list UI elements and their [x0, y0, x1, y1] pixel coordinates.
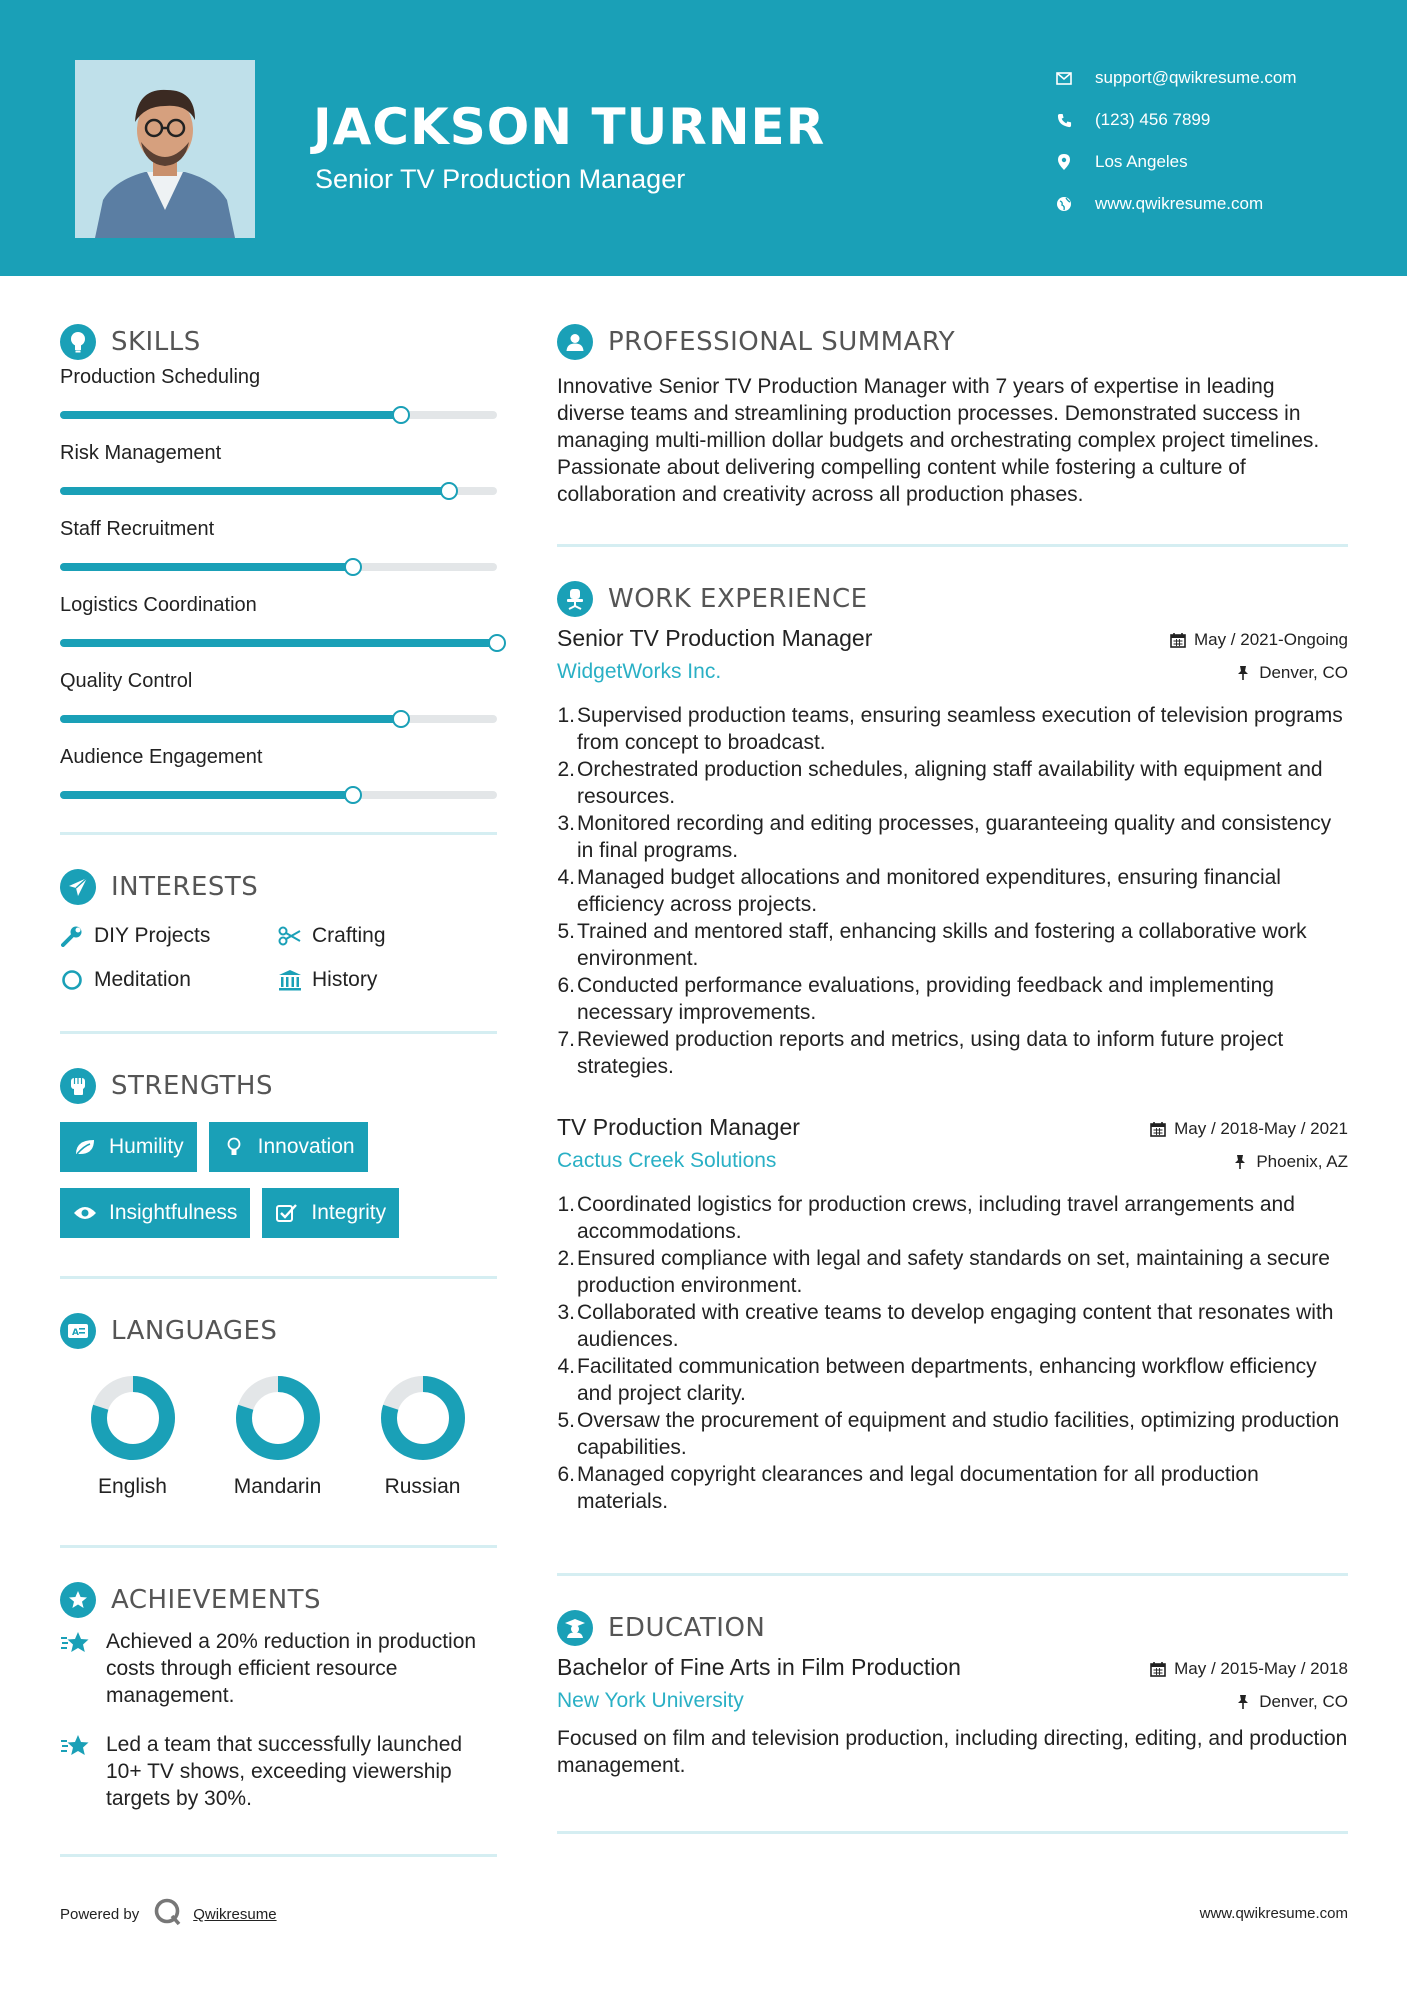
language-icon: [60, 1313, 96, 1349]
education-heading: [557, 1604, 1348, 1652]
job-location: [1169, 656, 1348, 689]
office-chair-icon: [557, 581, 593, 617]
skill-progress-knob: [344, 786, 362, 804]
strengths-heading: [60, 1062, 497, 1110]
strength-label: Humility: [109, 1135, 184, 1158]
education-description: Focused on film and television production, including directing, editing, and production management.: [557, 1727, 1348, 1777]
job-dates: [1169, 623, 1348, 656]
strength-chip: [60, 1122, 197, 1172]
job-dates: [1149, 1112, 1348, 1145]
scissors-icon: [278, 924, 302, 948]
list-number: 1.: [557, 704, 575, 727]
wrench-icon: [60, 924, 84, 948]
calendar-icon: [1149, 1120, 1167, 1138]
responsibility-item: [557, 1461, 1348, 1515]
job-title: TV Production Manager: [557, 1114, 800, 1140]
job-location-text: Phoenix, AZ: [1256, 1151, 1348, 1171]
summary-heading: [557, 318, 1348, 366]
skill-progress-bar: [60, 487, 497, 495]
interest-item: [278, 921, 497, 951]
list-number: 2.: [557, 1247, 575, 1270]
responsibility-text: Managed budget allocations and monitored expenditures, ensuring financial efficiency across projects.: [577, 866, 1281, 916]
job-responsibilities: [557, 702, 1348, 1080]
calendar-icon: [1169, 631, 1187, 649]
responsibility-text: Orchestrated production schedules, aligning staff availability with equipment and resources.: [577, 758, 1323, 808]
job-entry: [557, 625, 1348, 1080]
contact-phone[interactable]: [1053, 99, 1297, 141]
candidate-title: Senior TV Production Manager: [315, 164, 686, 194]
responsibility-item: [557, 1299, 1348, 1353]
resume-header: [0, 0, 1407, 276]
job-location: [1149, 1145, 1348, 1178]
brand-link[interactable]: Qwikresume: [193, 1906, 277, 1923]
responsibility-item: [557, 1026, 1348, 1080]
jobs-list: [557, 625, 1348, 1515]
graduate-icon: [557, 1610, 593, 1646]
languages-list: [60, 1373, 497, 1499]
eye-icon: [73, 1201, 97, 1225]
skill-label: Production Scheduling: [60, 366, 261, 388]
strength-label: Insightfulness: [109, 1201, 238, 1224]
language-label: English: [98, 1475, 167, 1498]
skill-label: Audience Engagement: [60, 746, 263, 768]
responsibility-text: Supervised production teams, ensuring seamless execution of television programs from concept to broadcast.: [577, 704, 1343, 754]
responsibility-text: Ensured compliance with legal and safety standards on set, maintaining a secure production environment.: [577, 1247, 1330, 1297]
skill-progress-bar: [60, 791, 497, 799]
achievement-item: [60, 1628, 497, 1709]
globe-icon: [1053, 193, 1075, 215]
list-number: 5.: [557, 1409, 575, 1432]
job-entry: [557, 1114, 1348, 1515]
pushpin-icon: [1234, 1693, 1252, 1711]
skills-title: SKILLS: [111, 327, 201, 357]
skill-item: [60, 360, 497, 436]
list-number: 3.: [557, 812, 575, 835]
interest-item: [60, 921, 278, 951]
contact-location: [1053, 141, 1297, 183]
education-location-text: Denver, CO: [1259, 1691, 1348, 1711]
list-number: 7.: [557, 1028, 575, 1051]
responsibility-text: Coordinated logistics for production crews, including travel arrangements and accommodations.: [577, 1193, 1295, 1243]
list-number: 6.: [557, 974, 575, 997]
responsibility-item: [557, 810, 1348, 864]
responsibility-text: Managed copyright clearances and legal documentation for all production materials.: [577, 1463, 1259, 1513]
job-company: Cactus Creek Solutions: [557, 1149, 777, 1172]
job-location-text: Denver, CO: [1259, 662, 1348, 682]
responsibility-text: Reviewed production reports and metrics, using data to inform future project strategies.: [577, 1028, 1284, 1078]
skill-item: [60, 512, 497, 588]
list-number: 2.: [557, 758, 575, 781]
education-location: [1149, 1685, 1348, 1718]
job-company: WidgetWorks Inc.: [557, 660, 722, 683]
divider: [557, 1831, 1348, 1834]
responsibility-text: Monitored recording and editing processes, guaranteeing quality and consistency in final programs.: [577, 812, 1332, 862]
map-marker-icon: [1053, 151, 1075, 173]
education-dates: [1149, 1652, 1348, 1685]
list-number: 5.: [557, 920, 575, 943]
achievement-item: [60, 1731, 497, 1812]
skill-item: [60, 664, 497, 740]
divider: [60, 1031, 497, 1034]
summary-title: PROFESSIONAL SUMMARY: [608, 327, 956, 357]
right-column: [557, 318, 1348, 1834]
lightbulb-icon: [60, 324, 96, 360]
responsibility-item: [557, 972, 1348, 1026]
achievements-heading: [60, 1576, 497, 1624]
skill-progress-fill: [60, 563, 353, 571]
experience-title: WORK EXPERIENCE: [608, 584, 868, 614]
star-icon: [60, 1731, 94, 1812]
language-donut: [233, 1373, 323, 1463]
experience-heading: [557, 575, 1348, 623]
strength-chip: [60, 1188, 250, 1238]
list-number: 1.: [557, 1193, 575, 1216]
language-label: Russian: [384, 1475, 461, 1498]
education-dates-text: May / 2015-May / 2018: [1174, 1658, 1348, 1678]
star-icon: [60, 1628, 94, 1709]
contact-website[interactable]: [1053, 183, 1297, 225]
skills-list: [60, 360, 497, 816]
list-number: 4.: [557, 866, 575, 889]
responsibility-text: Facilitated communication between departments, enhancing workflow efficiency and project clarity.: [577, 1355, 1317, 1405]
responsibility-item: [557, 1245, 1348, 1299]
education-title: EDUCATION: [608, 1613, 766, 1643]
contact-email[interactable]: [1053, 57, 1297, 99]
responsibility-item: [557, 864, 1348, 918]
museum-icon: [278, 968, 302, 992]
skill-label: Logistics Coordination: [60, 594, 257, 616]
check-square-icon: [275, 1201, 299, 1225]
interests-title: INTERESTS: [111, 872, 259, 902]
skill-label: Staff Recruitment: [60, 518, 215, 540]
contact-email-text: support@qwikresume.com: [1095, 68, 1297, 87]
leaf-icon: [73, 1135, 97, 1159]
contact-list: [1053, 57, 1297, 225]
left-column: [60, 318, 497, 1857]
education-degree: Bachelor of Fine Arts in Film Production: [557, 1654, 961, 1680]
language-donut: [88, 1373, 178, 1463]
job-meta: [1169, 623, 1348, 689]
skill-item: [60, 588, 497, 664]
skill-progress-knob: [392, 406, 410, 424]
phone-icon: [1053, 109, 1075, 131]
language-item: [60, 1373, 205, 1499]
skill-progress-fill: [60, 639, 497, 647]
paper-plane-icon: [60, 869, 96, 905]
circle-icon: [60, 968, 84, 992]
list-number: 4.: [557, 1355, 575, 1378]
education-meta: [1149, 1652, 1348, 1718]
divider: [60, 1276, 497, 1279]
list-number: 3.: [557, 1301, 575, 1324]
skill-progress-knob: [344, 558, 362, 576]
star-badge-icon: [60, 1582, 96, 1618]
achievement-text: Achieved a 20% reduction in production costs through efficient resource management.: [106, 1630, 477, 1707]
responsibility-text: Oversaw the procurement of equipment and studio facilities, optimizing production capabilities.: [577, 1409, 1340, 1459]
skill-label: Risk Management: [60, 442, 222, 464]
fist-icon: [60, 1068, 96, 1104]
job-dates-text: May / 2021-Ongoing: [1193, 629, 1348, 649]
summary-text: Innovative Senior TV Production Manager with 7 years of expertise in leading diverse teams and streamlining production processes. Demonstrated success in managing multi-million dollar budgets and orchestrating complex project timelines. Passionate about delivering compelling content while fostering a culture of collaboration and creativity across all production phases.: [557, 375, 1320, 506]
responsibility-item: [557, 1191, 1348, 1245]
responsibility-text: Trained and mentored staff, enhancing skills and fostering a collaborative work environment.: [577, 920, 1307, 970]
job-title: Senior TV Production Manager: [557, 625, 873, 651]
contact-location-text: Los Angeles: [1095, 152, 1188, 171]
interest-label: Crafting: [312, 924, 386, 947]
interest-label: Meditation: [94, 968, 191, 991]
envelope-icon: [1053, 67, 1075, 89]
strengths-list: [60, 1122, 497, 1238]
skill-progress-bar: [60, 411, 497, 419]
person-portrait-icon: [75, 60, 255, 238]
responsibility-item: [557, 756, 1348, 810]
profile-photo: [75, 60, 255, 238]
job-responsibilities: [557, 1191, 1348, 1515]
responsibility-item: [557, 918, 1348, 972]
achievements-title: ACHIEVEMENTS: [111, 1585, 322, 1615]
interest-item: [60, 965, 278, 995]
languages-heading: [60, 1307, 497, 1355]
user-icon: [557, 324, 593, 360]
skill-progress-fill: [60, 411, 401, 419]
responsibility-item: [557, 702, 1348, 756]
language-item: [350, 1373, 495, 1499]
language-donut: [378, 1373, 468, 1463]
skill-item: [60, 436, 497, 512]
pushpin-icon: [1234, 664, 1252, 682]
interest-item: [278, 965, 497, 995]
pushpin-icon: [1231, 1153, 1249, 1171]
job-dates-text: May / 2018-May / 2021: [1174, 1118, 1348, 1138]
language-label: Mandarin: [233, 1475, 322, 1498]
interest-label: DIY Projects: [94, 924, 211, 947]
skill-progress-bar: [60, 563, 497, 571]
languages-title: LANGUAGES: [111, 1316, 278, 1346]
skill-progress-bar: [60, 639, 497, 647]
interests-heading: [60, 863, 497, 911]
language-item: [205, 1373, 350, 1499]
divider: [60, 1854, 497, 1857]
list-number: 6.: [557, 1463, 575, 1486]
skills-heading: [60, 318, 497, 366]
footer-branding: [60, 1897, 277, 1932]
skill-progress-fill: [60, 791, 353, 799]
divider: [557, 544, 1348, 547]
skill-item: [60, 740, 497, 816]
achievement-text: Led a team that successfully launched 10+ TV shows, exceeding viewership targets by 30%.: [106, 1733, 463, 1810]
lightbulb-icon: [222, 1135, 246, 1159]
responsibility-item: [557, 1353, 1348, 1407]
strength-chip: [209, 1122, 368, 1172]
contact-phone-text: (123) 456 7899: [1095, 110, 1211, 129]
job-meta: [1149, 1112, 1348, 1178]
divider: [60, 832, 497, 835]
skill-label: Quality Control: [60, 670, 193, 692]
skill-progress-bar: [60, 715, 497, 723]
divider: [557, 1573, 1348, 1576]
education-entry: [557, 1654, 1348, 1779]
qwikresume-logo-icon: [153, 1897, 183, 1932]
skill-progress-knob: [392, 710, 410, 728]
divider: [60, 1545, 497, 1548]
strength-chip: [262, 1188, 399, 1238]
skill-progress-knob: [440, 482, 458, 500]
footer-website[interactable]: www.qwikresume.com: [1199, 1905, 1348, 1922]
strengths-title: STRENGTHS: [111, 1071, 273, 1101]
skill-progress-fill: [60, 487, 449, 495]
interests-grid: [60, 921, 497, 995]
strength-label: Integrity: [311, 1201, 387, 1224]
strength-label: Innovation: [257, 1135, 355, 1158]
contact-website-text: www.qwikresume.com: [1095, 194, 1264, 213]
calendar-icon: [1149, 1660, 1167, 1678]
candidate-name: JACKSON TURNER: [313, 98, 826, 156]
skill-progress-knob: [488, 634, 506, 652]
responsibility-text: Collaborated with creative teams to develop engaging content that resonates with audiences.: [577, 1301, 1334, 1351]
responsibility-item: [557, 1407, 1348, 1461]
svg-text:A: A: [72, 1328, 79, 1338]
interest-label: History: [312, 968, 378, 991]
skill-progress-fill: [60, 715, 401, 723]
education-school: New York University: [557, 1689, 744, 1712]
responsibility-text: Conducted performance evaluations, providing feedback and implementing necessary improvements.: [577, 974, 1274, 1024]
powered-by-text: Powered by: [60, 1906, 140, 1923]
